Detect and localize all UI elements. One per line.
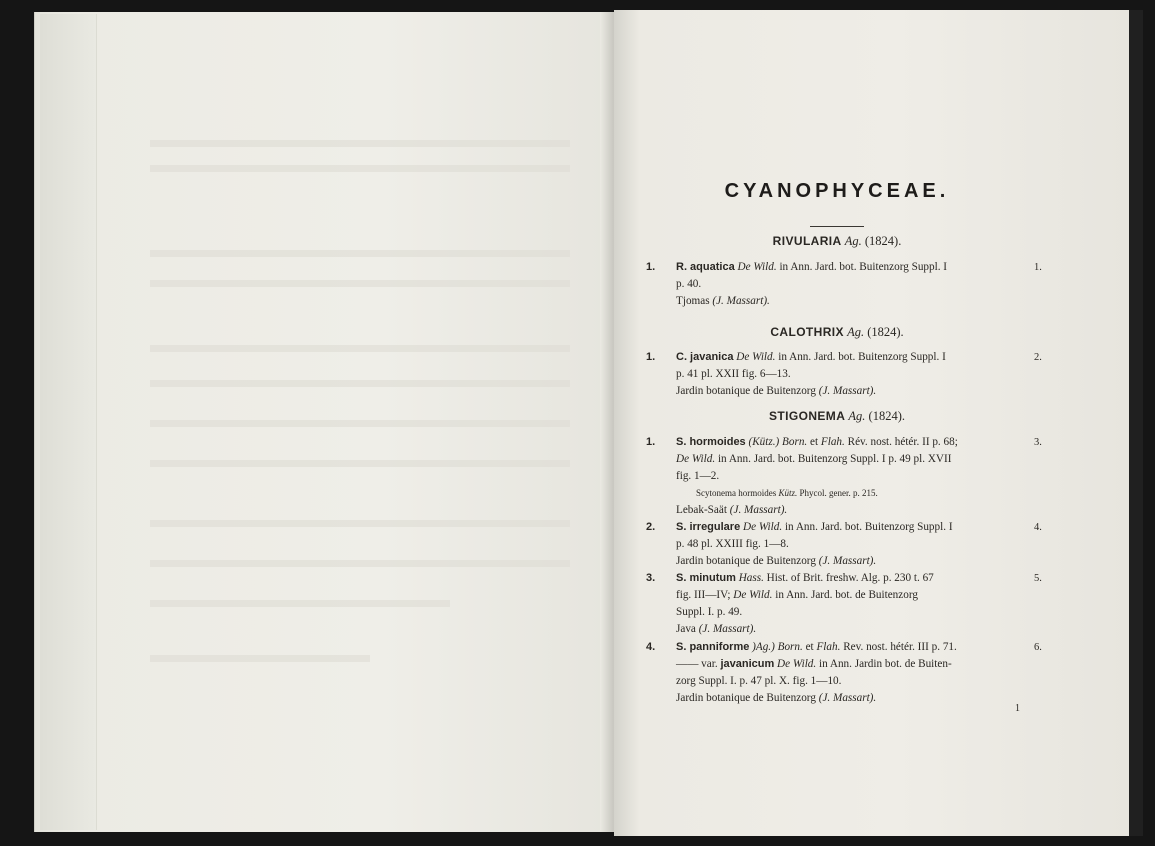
bleed-through	[150, 380, 570, 387]
reference-number: 5.	[1034, 573, 1042, 584]
citation: p. 40.	[676, 278, 702, 290]
locality: Java	[676, 623, 696, 635]
reference-number: 1.	[1034, 262, 1042, 273]
page-number: 1	[1015, 703, 1020, 714]
citation: in Ann. Jard. bot. Buitenzorg Suppl. I	[784, 521, 953, 533]
citation: Hist. of Brit. freshw. Alg. p. 230 t. 67	[766, 572, 934, 584]
bleed-through	[150, 165, 570, 172]
citation: Rev. nost. hétér. III p. 71.	[843, 641, 957, 653]
authority: (Kütz.)	[748, 436, 780, 448]
authority: De Wild.	[676, 453, 716, 465]
bleed-through	[150, 420, 570, 427]
genus-author: Ag.	[847, 325, 865, 339]
page-heading: CYANOPHYCEAE.	[724, 180, 950, 202]
genus-heading-stigonema	[642, 409, 1032, 424]
citation: in Ann. Jardin bot. de Buiten-	[819, 658, 952, 670]
authority: Flah.	[816, 641, 841, 653]
authority: De Wild.	[737, 261, 777, 273]
species-name: C. javanica	[676, 351, 734, 363]
synonym-authority: Kütz.	[778, 488, 798, 498]
variety-dash: ——	[676, 658, 699, 670]
authority: De Wild.	[743, 521, 783, 533]
genus-name: CALOTHRIX	[770, 325, 844, 339]
reference-number: 6.	[1034, 642, 1042, 653]
entry-number: 3.	[646, 572, 656, 584]
locality: Lebak-Saät	[676, 504, 727, 516]
genus-name: STIGONEMA	[769, 409, 846, 423]
genus-heading-rivularia	[642, 234, 1032, 249]
collector: (J. Massart).	[729, 504, 788, 516]
genus-year: (1824).	[867, 325, 904, 339]
genus-heading-calothrix	[642, 325, 1032, 340]
genus-year: (1824).	[868, 409, 905, 423]
bleed-through	[150, 280, 570, 287]
genus-name: RIVULARIA	[772, 234, 842, 248]
collector: (J. Massart).	[818, 555, 877, 567]
bleed-through	[150, 520, 570, 527]
locality: Jardin botanique de Buitenzorg	[676, 555, 816, 567]
genus-author: Ag.	[844, 234, 862, 248]
bleed-through	[150, 600, 450, 607]
citation: in Ann. Jard. bot. Buitenzorg Suppl. I p. 49 pl. XVII	[717, 453, 952, 465]
reference-number: 4.	[1034, 522, 1042, 533]
right-edge	[1129, 10, 1143, 836]
entry-number: 1.	[646, 436, 656, 448]
collector: (J. Massart).	[698, 623, 757, 635]
bleed-through	[150, 345, 570, 352]
citation: in Ann. Jard. bot. Buitenzorg Suppl. I	[778, 351, 946, 363]
variety-name: javanicum	[720, 658, 775, 670]
locality: Jardin botanique de Buitenzorg	[676, 385, 816, 397]
authority: De Wild.	[736, 351, 776, 363]
genus-author: Ag.	[848, 409, 866, 423]
locality: Tjomas	[676, 295, 710, 307]
citation: in Ann. Jard. bot. Buitenzorg Suppl. I	[779, 261, 948, 273]
synonym-reference: Phycol. gener. p. 215.	[799, 488, 878, 498]
variety-label: var.	[701, 658, 718, 670]
collector: (J. Massart).	[712, 295, 770, 307]
genus-year: (1824).	[864, 234, 902, 248]
citation: et	[805, 641, 814, 653]
authority: De Wild.	[777, 658, 817, 670]
citation: in Ann. Jard. bot. de Buitenzorg	[775, 589, 918, 601]
authority: De Wild.	[733, 589, 773, 601]
reference-number: 2.	[1034, 352, 1042, 363]
species-name: S. irregulare	[676, 521, 741, 533]
citation: p. 48 pl. XXIII fig. 1—8.	[676, 538, 789, 550]
citation: et	[810, 436, 819, 448]
species-name: S. minutum	[676, 572, 736, 584]
left-page-edge	[40, 14, 97, 830]
citation: Suppl. I. p. 49.	[676, 606, 743, 618]
reference-number: 3.	[1034, 437, 1042, 448]
locality: Jardin botanique de Buitenzorg	[676, 692, 816, 704]
citation: fig. III—IV;	[676, 589, 731, 601]
authority: Flah.	[820, 436, 845, 448]
bleed-through	[150, 655, 370, 662]
species-name: R. aquatica	[676, 261, 735, 273]
species-name: S. panniforme	[676, 641, 750, 653]
authority: Born.	[777, 641, 803, 653]
citation: p. 41 pl. XXII fig. 6—13.	[676, 368, 791, 380]
bleed-through	[150, 560, 570, 567]
heading-rule	[810, 226, 864, 227]
citation: zorg Suppl. I. p. 47 pl. X. fig. 1—10.	[676, 675, 842, 687]
authority: )Ag.)	[752, 641, 775, 653]
species-name: S. hormoides	[676, 436, 746, 448]
bleed-through	[150, 460, 570, 467]
bleed-through	[150, 140, 570, 147]
entry-number: 1.	[646, 261, 656, 273]
authority: Hass.	[738, 572, 764, 584]
collector: (J. Massart).	[818, 692, 877, 704]
collector: (J. Massart).	[818, 385, 877, 397]
authority: Born.	[782, 436, 808, 448]
entry-number: 2.	[646, 521, 656, 533]
entry-number: 1.	[646, 351, 656, 363]
citation: Rév. nost. hétér. II p. 68;	[847, 436, 958, 448]
entry-number: 4.	[646, 641, 656, 653]
citation: fig. 1—2.	[676, 470, 720, 482]
synonym: Scytonema hormoides	[696, 488, 777, 498]
bleed-through	[150, 250, 570, 257]
